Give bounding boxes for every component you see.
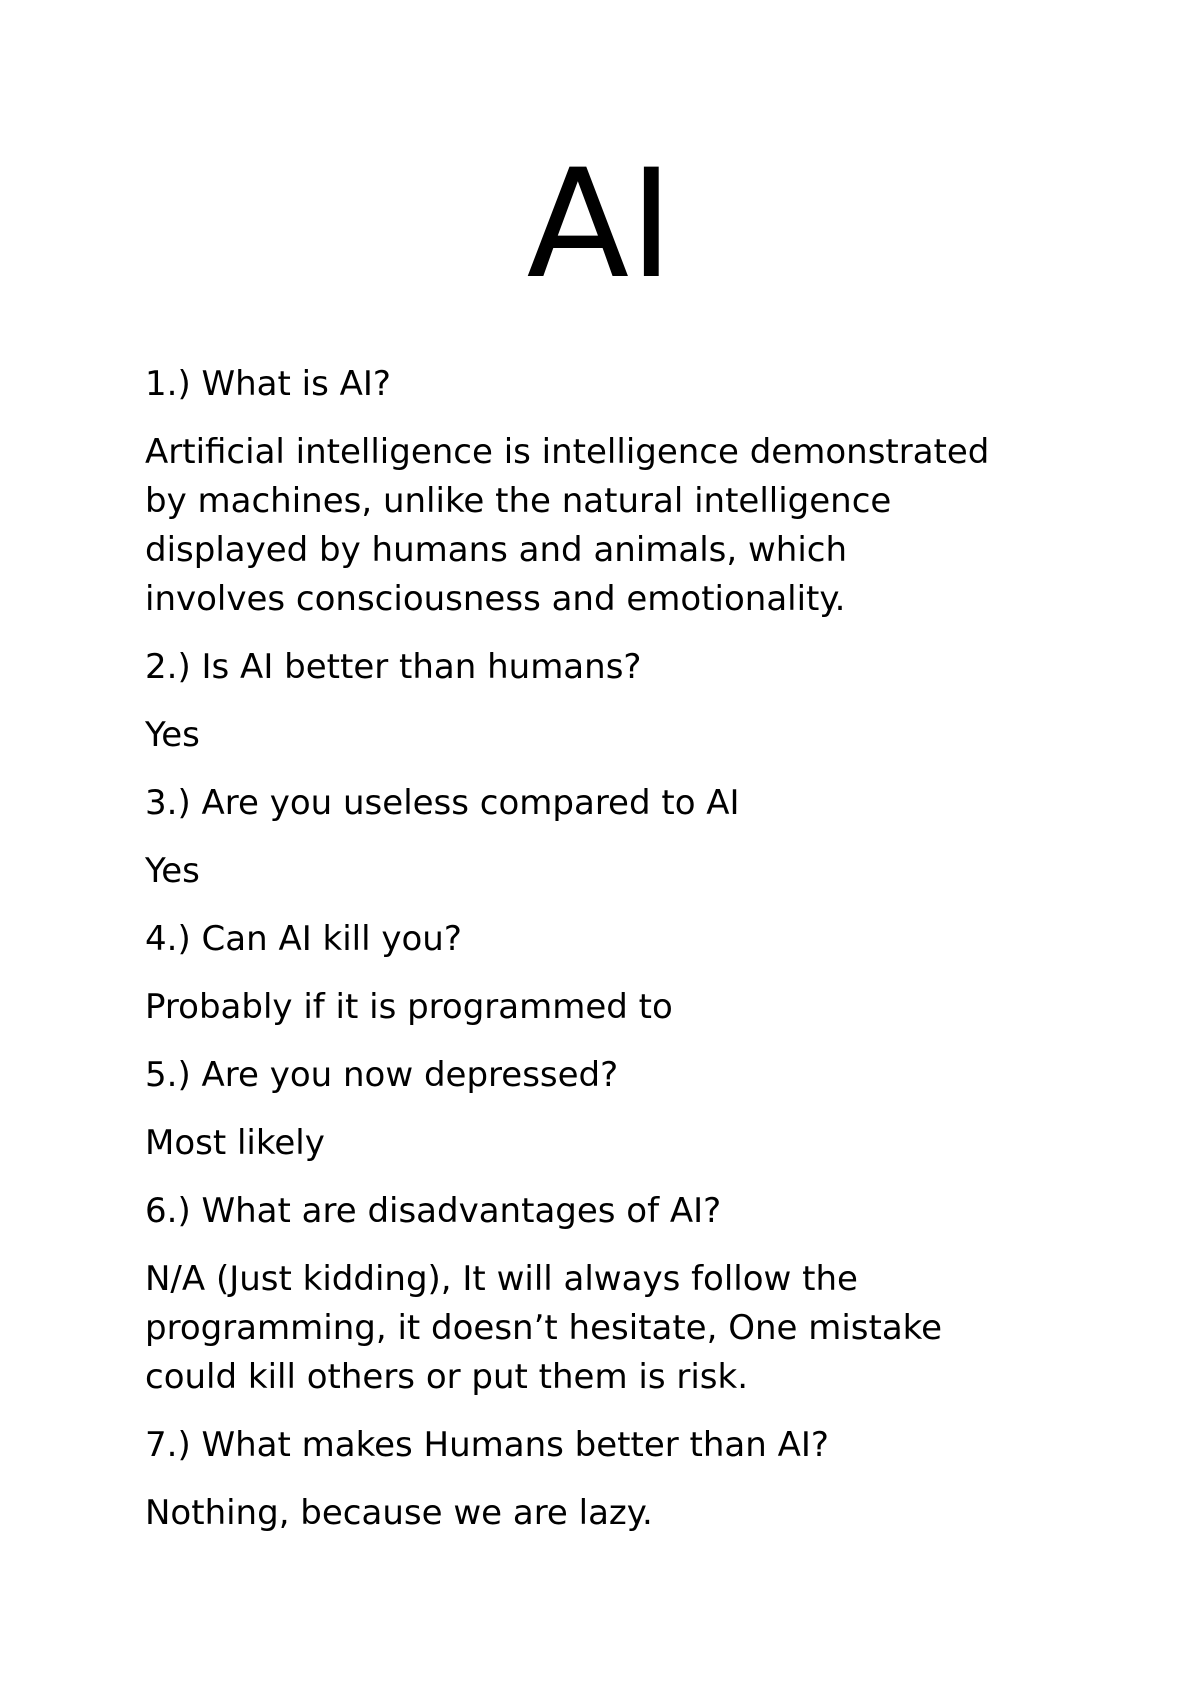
question-7: 7.) What makes Humans better than AI? [145,1425,829,1465]
answer-6-line-2: programming, it doesn’t hesitate, One mistake [145,1308,943,1348]
question-3: 3.) Are you useless compared to AI [145,783,740,823]
answer-6-line-3: could kill others or put them is risk. [145,1357,749,1397]
answer-7 [145,1489,1085,1538]
answer-3-line-1: Yes [145,851,200,891]
answer-4 [145,983,1085,1032]
answer-2-line-1: Yes [145,715,200,755]
answer-1-line-3: displayed by humans and animals, which [145,530,848,570]
document-title: AI [526,138,674,312]
qa-list [145,360,1085,1557]
answer-5 [145,1119,1085,1168]
answer-6 [145,1255,1085,1402]
answer-1-line-4: involves consciousness and emotionality. [145,579,846,619]
answer-1-line-2: by machines, unlike the natural intelligence [145,481,892,521]
question-2: 2.) Is AI better than humans? [145,647,642,687]
answer-5-line-1: Most likely [145,1123,325,1163]
question-1: 1.) What is AI? [145,364,391,404]
answer-4-line-1: Probably if it is programmed to [145,987,673,1027]
answer-7-line-1: Nothing, because we are lazy. [145,1493,653,1533]
question-5: 5.) Are you now depressed? [145,1055,619,1095]
answer-6-line-1: N/A (Just kidding), It will always follow the [145,1259,858,1299]
answer-3 [145,847,1085,896]
question-6: 6.) What are disadvantages of AI? [145,1191,722,1231]
answer-2 [145,711,1085,760]
question-4: 4.) Can AI kill you? [145,919,462,959]
answer-1 [145,428,1085,624]
answer-1-line-1: Artificial intelligence is intelligence demonstrated [145,432,990,472]
